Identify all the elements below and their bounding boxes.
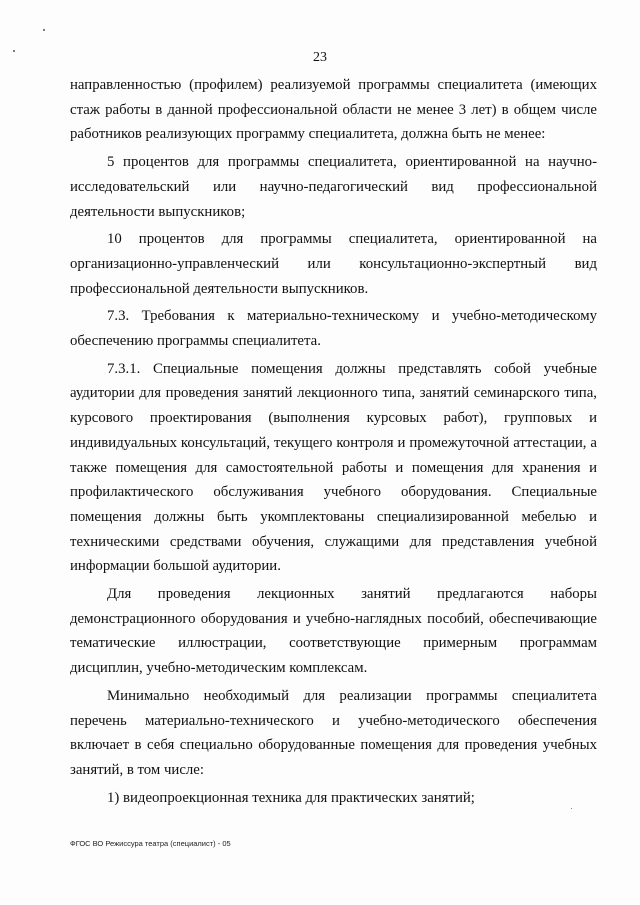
- paragraph-research-5-percent: 5 процентов для программы специалитета, ориентированной на научно-исследовательский или научно-педагогический вид профессиональной деятельности выпускников;: [70, 154, 597, 220]
- paragraph-staff-share: направленностью (профилем) реализуемой программы специалитета (имеющих стаж работы в данной профессиональной области не менее 3 лет) в общем числе работников реализующих программу специалитета, должна быть не менее:: [70, 77, 597, 143]
- page-number: 23: [313, 50, 327, 65]
- document-body: [70, 73, 597, 810]
- paragraph-lecture-equipment: Для проведения лекционных занятий предлагаются наборы демонстрационного оборудования и учебно-наглядных пособий, обеспечивающие тематические иллюстрации, соответствующие примерным программам дисциплин, учебно-методическим комплексам.: [70, 586, 597, 677]
- paragraph-minimum-equipment-list: Минимально необходимый для реализации программы специалитета перечень материально-технического и учебно-методического обеспечения включает в себя специально оборудованные помещения для проведения учебных занятий, в том числе:: [70, 687, 597, 778]
- footer-document-code: ФГОС ВО Режиссура театра (специалист) - 05: [70, 839, 231, 848]
- scan-speck: [43, 29, 45, 31]
- paragraph-7-3-1-special-rooms: 7.3.1. Специальные помещения должны представлять собой учебные аудитории для проведения занятий лекционного типа, занятий семинарского типа, курсового проектирования (выполнения курсовых работ), групповых и индивидуальных консультаций, текущего контроля и промежуточной аттестации, а также помещения для самостоятельной работы и помещения для хранения и профилактического обслуживания учебного оборудования. Специальные помещения должны быть укомплектованы специализированной мебелью и техническими средствами обучения, служащими для представления учебной информации большой аудитории.: [70, 360, 597, 575]
- section-heading-7-3: 7.3. Требования к материально-техническому и учебно-методическому обеспечению программы специалитета.: [70, 308, 597, 350]
- list-item-video-projection: 1) видеопроекционная техника для практических занятий;: [107, 789, 475, 806]
- paragraph-management-10-percent: 10 процентов для программы специалитета, ориентированной на организационно-управленческий или консультационно-экспертный вид профессиональной деятельности выпускников.: [70, 231, 597, 297]
